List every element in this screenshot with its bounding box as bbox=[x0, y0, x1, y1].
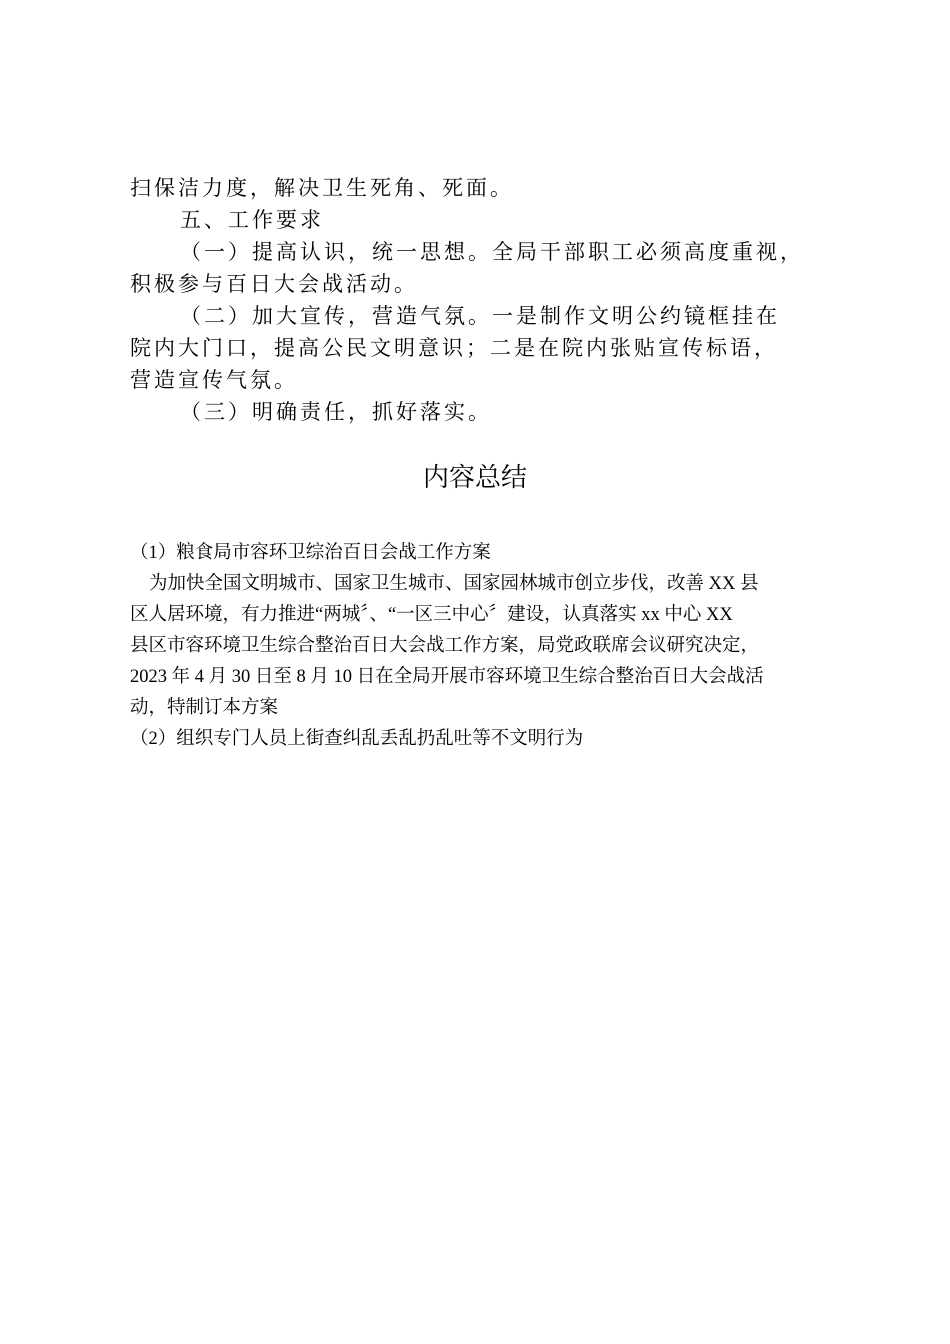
summary-line: （2）组织专门人员上街查纠乱丢乱扔乱吐等不文明行为 bbox=[130, 729, 584, 749]
summary-line: 为加快全国文明城市、国家卫生城市、国家园林城市创立步伐，改善 XX 县 bbox=[149, 574, 759, 594]
summary-line: 动，特制订本方案 bbox=[130, 698, 279, 718]
body-line: （二）加大宣传，营造气氛。一是制作文明公约镜框挂在 bbox=[180, 304, 780, 328]
body-line: 扫保洁力度，解决卫生死角、死面。 bbox=[130, 176, 514, 200]
summary-title: 内容总结 bbox=[422, 463, 527, 493]
summary-line: 2023 年 4 月 30 日至 8 月 10 日在全局开展市容环境卫生综合整治百日大会战活 bbox=[130, 667, 764, 687]
summary-text bbox=[130, 538, 840, 755]
section-heading: 五、工作要求 bbox=[180, 208, 324, 232]
body-line: （三）明确责任，抓好落实。 bbox=[180, 400, 492, 424]
summary-line: （1）粮食局市容环卫综治百日会战工作方案 bbox=[130, 543, 491, 563]
body-text bbox=[130, 172, 830, 428]
body-line: 院内大门口，提高公民文明意识；二是在院内张贴宣传标语， bbox=[130, 336, 778, 360]
body-line: （一）提高认识，统一思想。全局干部职工必须高度重视， bbox=[180, 240, 804, 264]
body-line: 营造宣传气氛。 bbox=[130, 368, 298, 392]
summary-line: 县区市容环境卫生综合整治百日大会战工作方案，局党政联席会议研究决定， bbox=[130, 636, 760, 656]
body-line: 积极参与百日大会战活动。 bbox=[130, 272, 418, 296]
summary-line: 区人居环境，有力推进“两城〞、“一区三中心〞建设，认真落实 xx 中心 XX bbox=[130, 605, 733, 625]
